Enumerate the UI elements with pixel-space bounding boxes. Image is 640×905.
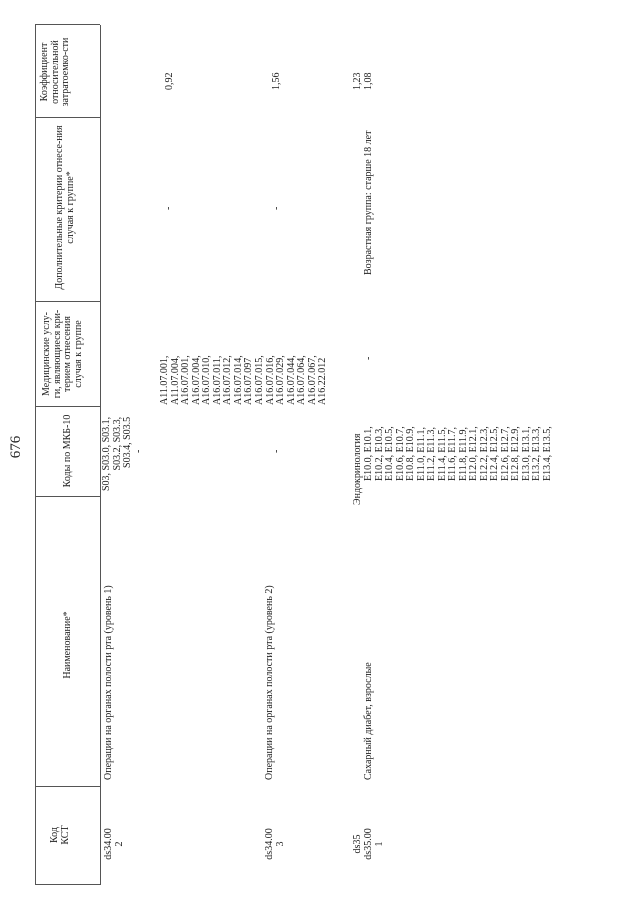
row-services: -	[363, 356, 374, 360]
header-coef: Коэффициент относительной затратоемко-сти	[39, 37, 71, 107]
row-icd-dash: -	[133, 449, 144, 453]
row-criteria: -	[163, 206, 174, 210]
row-coef: 0,92	[164, 72, 175, 90]
page-number: 676	[8, 435, 24, 459]
row-icd: S03, S03.0, S03.1, S03.2, S03.3, S03.4, S03.5	[101, 416, 133, 491]
row-name: Операции на органах полости рта (уровень 2)	[264, 585, 275, 780]
header-code: Код КСТ	[49, 825, 71, 845]
table-top-rule	[35, 25, 36, 885]
col-divider	[35, 884, 100, 885]
section-title: Эндокринология	[352, 433, 363, 505]
row-services: A11.07.001, A11.07.004, A16.07.001, A16.07.004, A16.07.010, A16.07.011, A16.07.012, A16.07.014, A16.07.097	[159, 355, 254, 405]
row-icd: E10.0, E10.1, E10.2, E10.3, E10.4, E10.5, E10.6, E10.7, E10.8, E10.9, E11.0, E11.1, E11.2, E11.3, E11.4, E11.5, E11.6, E11.7, E11.8, E11.9, E12.0, E12.1, E12.2, E12.3, E12.4, E12.5, E12.6, E12.7, E12.8, E12.9, E13.0, E13.1, E13.2, E13.3, E13.4, E13.5,	[363, 426, 553, 481]
row-code: ds35.00 1	[363, 828, 385, 860]
col-divider	[35, 406, 100, 407]
header-services: Медицинские услу-ги, являющиеся кри-терием отнесения случая к группе	[41, 309, 84, 399]
row-name: Операции на органах полости рта (уровень 1)	[103, 585, 114, 780]
header-icd: Коды по МКБ-10	[62, 414, 73, 488]
header-criteria: Дополнительные критерии отнесе-ния случая к группе*	[54, 125, 76, 290]
col-divider	[35, 117, 100, 118]
row-name: Сахарный диабет, взрослые	[363, 662, 374, 780]
col-divider	[35, 301, 100, 302]
col-divider	[35, 786, 100, 787]
row-icd: -	[271, 449, 282, 453]
col-divider	[35, 496, 100, 497]
row-code: ds34.00 3	[264, 828, 286, 860]
row-criteria: -	[271, 206, 282, 210]
col-divider	[35, 24, 100, 25]
section-coef: 1,23	[352, 72, 363, 90]
row-coef: 1,08	[363, 72, 374, 90]
header-name: Наименование*	[62, 611, 73, 679]
row-services: A16.07.015, A16.07.016, A16.07.029, A16.07.044, A16.07.064, A16.07.067, A16.22.012	[254, 355, 328, 405]
row-criteria: Возрастная группа: старше 18 лет	[363, 130, 374, 275]
row-code: ds34.00 2	[103, 828, 125, 860]
row-coef: 1,56	[271, 72, 282, 90]
section-code: ds35	[352, 834, 363, 854]
